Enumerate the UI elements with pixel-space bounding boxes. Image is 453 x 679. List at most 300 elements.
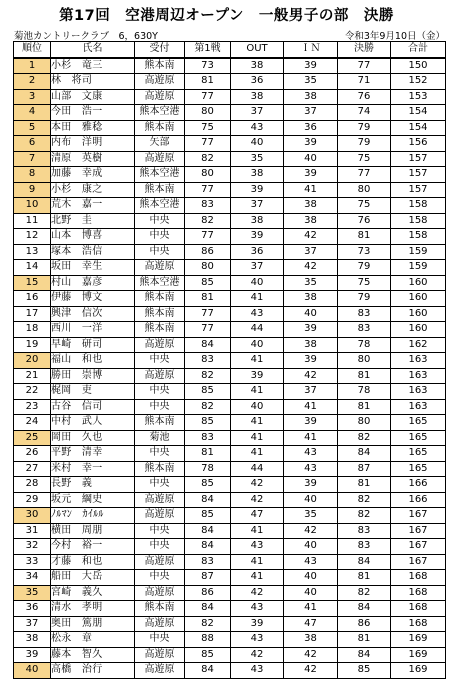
player-name: 才藤 和也 <box>51 554 135 570</box>
rank-cell: 29 <box>14 492 51 508</box>
out-score: 36 <box>231 244 284 260</box>
final-score: 82 <box>338 492 391 508</box>
club-name: 高遊原 <box>135 508 185 524</box>
in-score: 38 <box>284 89 338 105</box>
final-score: 82 <box>338 430 391 446</box>
table-row <box>14 616 446 632</box>
player-name: 北野 圭 <box>51 213 135 229</box>
out-score: 41 <box>231 291 284 307</box>
out-score: 40 <box>231 275 284 291</box>
player-name: 内布 洋明 <box>51 136 135 152</box>
out-score: 36 <box>231 74 284 90</box>
player-name: 米村 幸一 <box>51 461 135 477</box>
round1-score: 85 <box>185 415 231 431</box>
rank-cell: 20 <box>14 353 51 369</box>
club-name: 高遊原 <box>135 616 185 632</box>
total-score: 156 <box>391 136 446 152</box>
player-name: 興津 信次 <box>51 306 135 322</box>
player-name: 小杉 康之 <box>51 182 135 198</box>
out-score: 39 <box>231 616 284 632</box>
club-name: 高遊原 <box>135 151 185 167</box>
total-score: 169 <box>391 663 446 679</box>
total-score: 163 <box>391 399 446 415</box>
total-score: 167 <box>391 523 446 539</box>
player-name: 宮崎 義久 <box>51 585 135 601</box>
player-name: 古谷 信司 <box>51 399 135 415</box>
in-score: 35 <box>284 74 338 90</box>
table-row <box>14 663 446 679</box>
club-name: 中央 <box>135 244 185 260</box>
rank-cell: 36 <box>14 601 51 617</box>
out-score: 40 <box>231 337 284 353</box>
final-score: 84 <box>338 446 391 462</box>
out-score: 42 <box>231 477 284 493</box>
total-score: 166 <box>391 492 446 508</box>
table-row <box>14 58 446 74</box>
club-name: 熊本南 <box>135 461 185 477</box>
round1-score: 81 <box>185 74 231 90</box>
out-score: 43 <box>231 601 284 617</box>
round1-score: 77 <box>185 89 231 105</box>
total-score: 165 <box>391 461 446 477</box>
table-row <box>14 306 446 322</box>
table-row <box>14 74 446 90</box>
total-score: 157 <box>391 151 446 167</box>
rank-cell: 27 <box>14 461 51 477</box>
final-score: 77 <box>338 167 391 183</box>
club-name: 菊池 <box>135 430 185 446</box>
round1-score: 83 <box>185 353 231 369</box>
total-score: 168 <box>391 585 446 601</box>
table-row <box>14 477 446 493</box>
in-score: 39 <box>284 322 338 338</box>
club-name: 高遊原 <box>135 260 185 276</box>
club-name: 中央 <box>135 446 185 462</box>
rank-cell: 18 <box>14 322 51 338</box>
total-score: 167 <box>391 539 446 555</box>
round1-score: 84 <box>185 539 231 555</box>
table-row <box>14 647 446 663</box>
table-row <box>14 337 446 353</box>
final-score: 76 <box>338 213 391 229</box>
player-name: 今田 浩一 <box>51 105 135 121</box>
in-score: 43 <box>284 461 338 477</box>
out-score: 41 <box>231 554 284 570</box>
table-row <box>14 415 446 431</box>
final-score: 80 <box>338 353 391 369</box>
in-score: 39 <box>284 167 338 183</box>
round1-score: 78 <box>185 461 231 477</box>
round1-score: 73 <box>185 58 231 74</box>
club-name: 熊本空港 <box>135 167 185 183</box>
final-score: 81 <box>338 399 391 415</box>
page-title: 第17回 空港周辺オープン 一般男子の部 決勝 <box>59 8 394 24</box>
out-score: 40 <box>231 136 284 152</box>
club-name: 熊本南 <box>135 291 185 307</box>
table-row <box>14 523 446 539</box>
player-name: 伊藤 博文 <box>51 291 135 307</box>
round1-score: 85 <box>185 508 231 524</box>
out-score: 42 <box>231 492 284 508</box>
rank-cell: 30 <box>14 508 51 524</box>
table-row <box>14 244 446 260</box>
final-score: 85 <box>338 663 391 679</box>
round1-score: 82 <box>185 368 231 384</box>
final-score: 83 <box>338 539 391 555</box>
final-score: 83 <box>338 523 391 539</box>
final-score: 75 <box>338 198 391 214</box>
final-score: 77 <box>338 58 391 74</box>
round1-score: 77 <box>185 322 231 338</box>
club-name: 熊本空港 <box>135 105 185 121</box>
player-name: 西川 一洋 <box>51 322 135 338</box>
club-name: 高遊原 <box>135 89 185 105</box>
out-score: 38 <box>231 167 284 183</box>
in-score: 40 <box>284 492 338 508</box>
round1-score: 81 <box>185 291 231 307</box>
in-score: 36 <box>284 120 338 136</box>
final-score: 80 <box>338 415 391 431</box>
out-score: 41 <box>231 446 284 462</box>
in-score: 39 <box>284 415 338 431</box>
rank-cell: 9 <box>14 182 51 198</box>
round1-score: 85 <box>185 384 231 400</box>
round1-score: 84 <box>185 601 231 617</box>
table-row <box>14 585 446 601</box>
player-name: 船田 大岳 <box>51 570 135 586</box>
player-name: 村山 嘉彦 <box>51 275 135 291</box>
out-score: 41 <box>231 353 284 369</box>
rank-cell: 25 <box>14 430 51 446</box>
player-name: 横田 周朋 <box>51 523 135 539</box>
rank-cell: 40 <box>14 663 51 679</box>
club-name: 中央 <box>135 353 185 369</box>
final-score: 74 <box>338 105 391 121</box>
total-score: 154 <box>391 105 446 121</box>
total-score: 160 <box>391 275 446 291</box>
rank-cell: 31 <box>14 523 51 539</box>
out-score: 47 <box>231 508 284 524</box>
out-score: 38 <box>231 58 284 74</box>
rank-cell: 12 <box>14 229 51 245</box>
final-score: 79 <box>338 291 391 307</box>
club-name: 中央 <box>135 384 185 400</box>
player-name: 加藤 幸成 <box>51 167 135 183</box>
results-table <box>13 41 446 679</box>
final-score: 83 <box>338 322 391 338</box>
out-score: 39 <box>231 229 284 245</box>
final-score: 80 <box>338 182 391 198</box>
club-name: 高遊原 <box>135 368 185 384</box>
in-score: 39 <box>284 136 338 152</box>
out-score: 42 <box>231 647 284 663</box>
round1-score: 84 <box>185 523 231 539</box>
total-score: 160 <box>391 322 446 338</box>
out-score: 43 <box>231 539 284 555</box>
in-score: 35 <box>284 508 338 524</box>
in-score: 40 <box>284 151 338 167</box>
club-name: 高遊原 <box>135 647 185 663</box>
rank-cell: 13 <box>14 244 51 260</box>
club-name: 中央 <box>135 539 185 555</box>
player-name: 平野 清幸 <box>51 446 135 462</box>
club-name: 高遊原 <box>135 337 185 353</box>
in-score: 41 <box>284 430 338 446</box>
rank-cell: 3 <box>14 89 51 105</box>
in-score: 39 <box>284 477 338 493</box>
round1-score: 82 <box>185 616 231 632</box>
total-score: 152 <box>391 74 446 90</box>
round1-score: 84 <box>185 663 231 679</box>
out-score: 39 <box>231 368 284 384</box>
player-name: 岡田 久也 <box>51 430 135 446</box>
rank-cell: 16 <box>14 291 51 307</box>
final-score: 76 <box>338 89 391 105</box>
round1-score: 81 <box>185 446 231 462</box>
table-row <box>14 353 446 369</box>
club-name: 中央 <box>135 477 185 493</box>
round1-score: 85 <box>185 647 231 663</box>
final-score: 75 <box>338 275 391 291</box>
total-score: 168 <box>391 570 446 586</box>
table-row <box>14 461 446 477</box>
in-score: 38 <box>284 632 338 648</box>
header-club: 受付 <box>135 42 185 58</box>
final-score: 84 <box>338 601 391 617</box>
table-row <box>14 492 446 508</box>
round1-score: 83 <box>185 430 231 446</box>
in-score: 43 <box>284 446 338 462</box>
final-score: 84 <box>338 647 391 663</box>
player-name: 長野 義 <box>51 477 135 493</box>
total-score: 169 <box>391 647 446 663</box>
club-name: 中央 <box>135 229 185 245</box>
total-score: 163 <box>391 353 446 369</box>
table-row <box>14 213 446 229</box>
final-score: 71 <box>338 74 391 90</box>
table-row <box>14 151 446 167</box>
table-row <box>14 182 446 198</box>
final-score: 82 <box>338 585 391 601</box>
club-name: 中央 <box>135 632 185 648</box>
player-name: 清原 英樹 <box>51 151 135 167</box>
rank-cell: 19 <box>14 337 51 353</box>
club-name: 熊本空港 <box>135 198 185 214</box>
club-name: 中央 <box>135 399 185 415</box>
out-score: 37 <box>231 198 284 214</box>
in-score: 37 <box>284 244 338 260</box>
club-name: 矢部 <box>135 136 185 152</box>
in-score: 42 <box>284 368 338 384</box>
table-row <box>14 368 446 384</box>
rank-cell: 35 <box>14 585 51 601</box>
final-score: 81 <box>338 570 391 586</box>
rank-cell: 38 <box>14 632 51 648</box>
club-name: 熊本南 <box>135 601 185 617</box>
total-score: 150 <box>391 58 446 74</box>
round1-score: 75 <box>185 120 231 136</box>
final-score: 84 <box>338 554 391 570</box>
out-score: 38 <box>231 89 284 105</box>
player-name: 中村 武人 <box>51 415 135 431</box>
in-score: 40 <box>284 306 338 322</box>
rank-cell: 37 <box>14 616 51 632</box>
table-row <box>14 508 446 524</box>
final-score: 75 <box>338 151 391 167</box>
table-row <box>14 229 446 245</box>
out-score: 35 <box>231 151 284 167</box>
player-name: 梶岡 吏 <box>51 384 135 400</box>
round1-score: 88 <box>185 632 231 648</box>
rank-cell: 24 <box>14 415 51 431</box>
final-score: 81 <box>338 368 391 384</box>
out-score: 42 <box>231 585 284 601</box>
rank-cell: 32 <box>14 539 51 555</box>
in-score: 37 <box>284 105 338 121</box>
table-row <box>14 89 446 105</box>
table-row <box>14 120 446 136</box>
total-score: 157 <box>391 167 446 183</box>
course-info: 菊池カントリークラブ 6，630Y <box>14 31 158 42</box>
club-name: 中央 <box>135 523 185 539</box>
club-name: 熊本南 <box>135 120 185 136</box>
header-in: ＩＮ <box>284 42 338 58</box>
round1-score: 77 <box>185 136 231 152</box>
round1-score: 82 <box>185 151 231 167</box>
in-score: 40 <box>284 539 338 555</box>
round1-score: 84 <box>185 492 231 508</box>
round1-score: 82 <box>185 213 231 229</box>
out-score: 43 <box>231 306 284 322</box>
final-score: 78 <box>338 337 391 353</box>
rank-cell: 11 <box>14 213 51 229</box>
player-name: 山部 文康 <box>51 89 135 105</box>
header-name: 氏名 <box>51 42 135 58</box>
total-score: 162 <box>391 337 446 353</box>
table-row <box>14 198 446 214</box>
rank-cell: 34 <box>14 570 51 586</box>
table-row <box>14 539 446 555</box>
player-name: 早崎 研司 <box>51 337 135 353</box>
player-name: 勝田 崇博 <box>51 368 135 384</box>
player-name: 本田 雅稔 <box>51 120 135 136</box>
in-score: 38 <box>284 337 338 353</box>
total-score: 159 <box>391 260 446 276</box>
header-final: 決勝 <box>338 42 391 58</box>
round1-score: 80 <box>185 105 231 121</box>
table-row <box>14 570 446 586</box>
rank-cell: 7 <box>14 151 51 167</box>
round1-score: 85 <box>185 275 231 291</box>
header-total: 合計 <box>391 42 446 58</box>
table-row <box>14 275 446 291</box>
in-score: 42 <box>284 260 338 276</box>
in-score: 42 <box>284 523 338 539</box>
out-score: 41 <box>231 570 284 586</box>
total-score: 158 <box>391 213 446 229</box>
in-score: 40 <box>284 585 338 601</box>
club-name: 高遊原 <box>135 585 185 601</box>
total-score: 169 <box>391 632 446 648</box>
round1-score: 80 <box>185 260 231 276</box>
table-row <box>14 601 446 617</box>
rank-cell: 15 <box>14 275 51 291</box>
total-score: 166 <box>391 477 446 493</box>
club-name: 高遊原 <box>135 663 185 679</box>
final-score: 81 <box>338 632 391 648</box>
out-score: 41 <box>231 523 284 539</box>
table-row <box>14 322 446 338</box>
player-name: 今村 裕一 <box>51 539 135 555</box>
rank-cell: 39 <box>14 647 51 663</box>
player-name: 林 将司 <box>51 74 135 90</box>
club-name: 熊本南 <box>135 322 185 338</box>
player-name: 藤本 智久 <box>51 647 135 663</box>
out-score: 43 <box>231 120 284 136</box>
round1-score: 86 <box>185 244 231 260</box>
club-name: 高遊原 <box>135 74 185 90</box>
rank-cell: 10 <box>14 198 51 214</box>
header-out: OUT <box>231 42 284 58</box>
rank-cell: 21 <box>14 368 51 384</box>
club-name: 熊本南 <box>135 58 185 74</box>
round1-score: 77 <box>185 306 231 322</box>
in-score: 38 <box>284 213 338 229</box>
rank-cell: 4 <box>14 105 51 121</box>
total-score: 165 <box>391 430 446 446</box>
player-name: 福山 和也 <box>51 353 135 369</box>
round1-score: 77 <box>185 182 231 198</box>
total-score: 158 <box>391 229 446 245</box>
total-score: 157 <box>391 182 446 198</box>
rank-cell: 5 <box>14 120 51 136</box>
header-round1: 第1戦 <box>185 42 231 58</box>
rank-cell: 26 <box>14 446 51 462</box>
table-row <box>14 384 446 400</box>
round1-score: 80 <box>185 167 231 183</box>
table-row <box>14 291 446 307</box>
rank-cell: 22 <box>14 384 51 400</box>
table-row <box>14 136 446 152</box>
out-score: 44 <box>231 461 284 477</box>
club-name: 熊本南 <box>135 182 185 198</box>
final-score: 73 <box>338 244 391 260</box>
rank-cell: 33 <box>14 554 51 570</box>
total-score: 163 <box>391 368 446 384</box>
total-score: 153 <box>391 89 446 105</box>
total-score: 160 <box>391 306 446 322</box>
in-score: 39 <box>284 58 338 74</box>
in-score: 39 <box>284 353 338 369</box>
rank-cell: 28 <box>14 477 51 493</box>
club-name: 中央 <box>135 213 185 229</box>
rank-cell: 2 <box>14 74 51 90</box>
out-score: 43 <box>231 632 284 648</box>
table-row <box>14 554 446 570</box>
out-score: 39 <box>231 182 284 198</box>
table-row <box>14 446 446 462</box>
total-score: 167 <box>391 554 446 570</box>
final-score: 79 <box>338 260 391 276</box>
in-score: 47 <box>284 616 338 632</box>
table-row <box>14 632 446 648</box>
rank-cell: 23 <box>14 399 51 415</box>
club-name: 中央 <box>135 570 185 586</box>
player-name: 坂田 幸生 <box>51 260 135 276</box>
final-score: 78 <box>338 384 391 400</box>
out-score: 44 <box>231 322 284 338</box>
total-score: 159 <box>391 244 446 260</box>
